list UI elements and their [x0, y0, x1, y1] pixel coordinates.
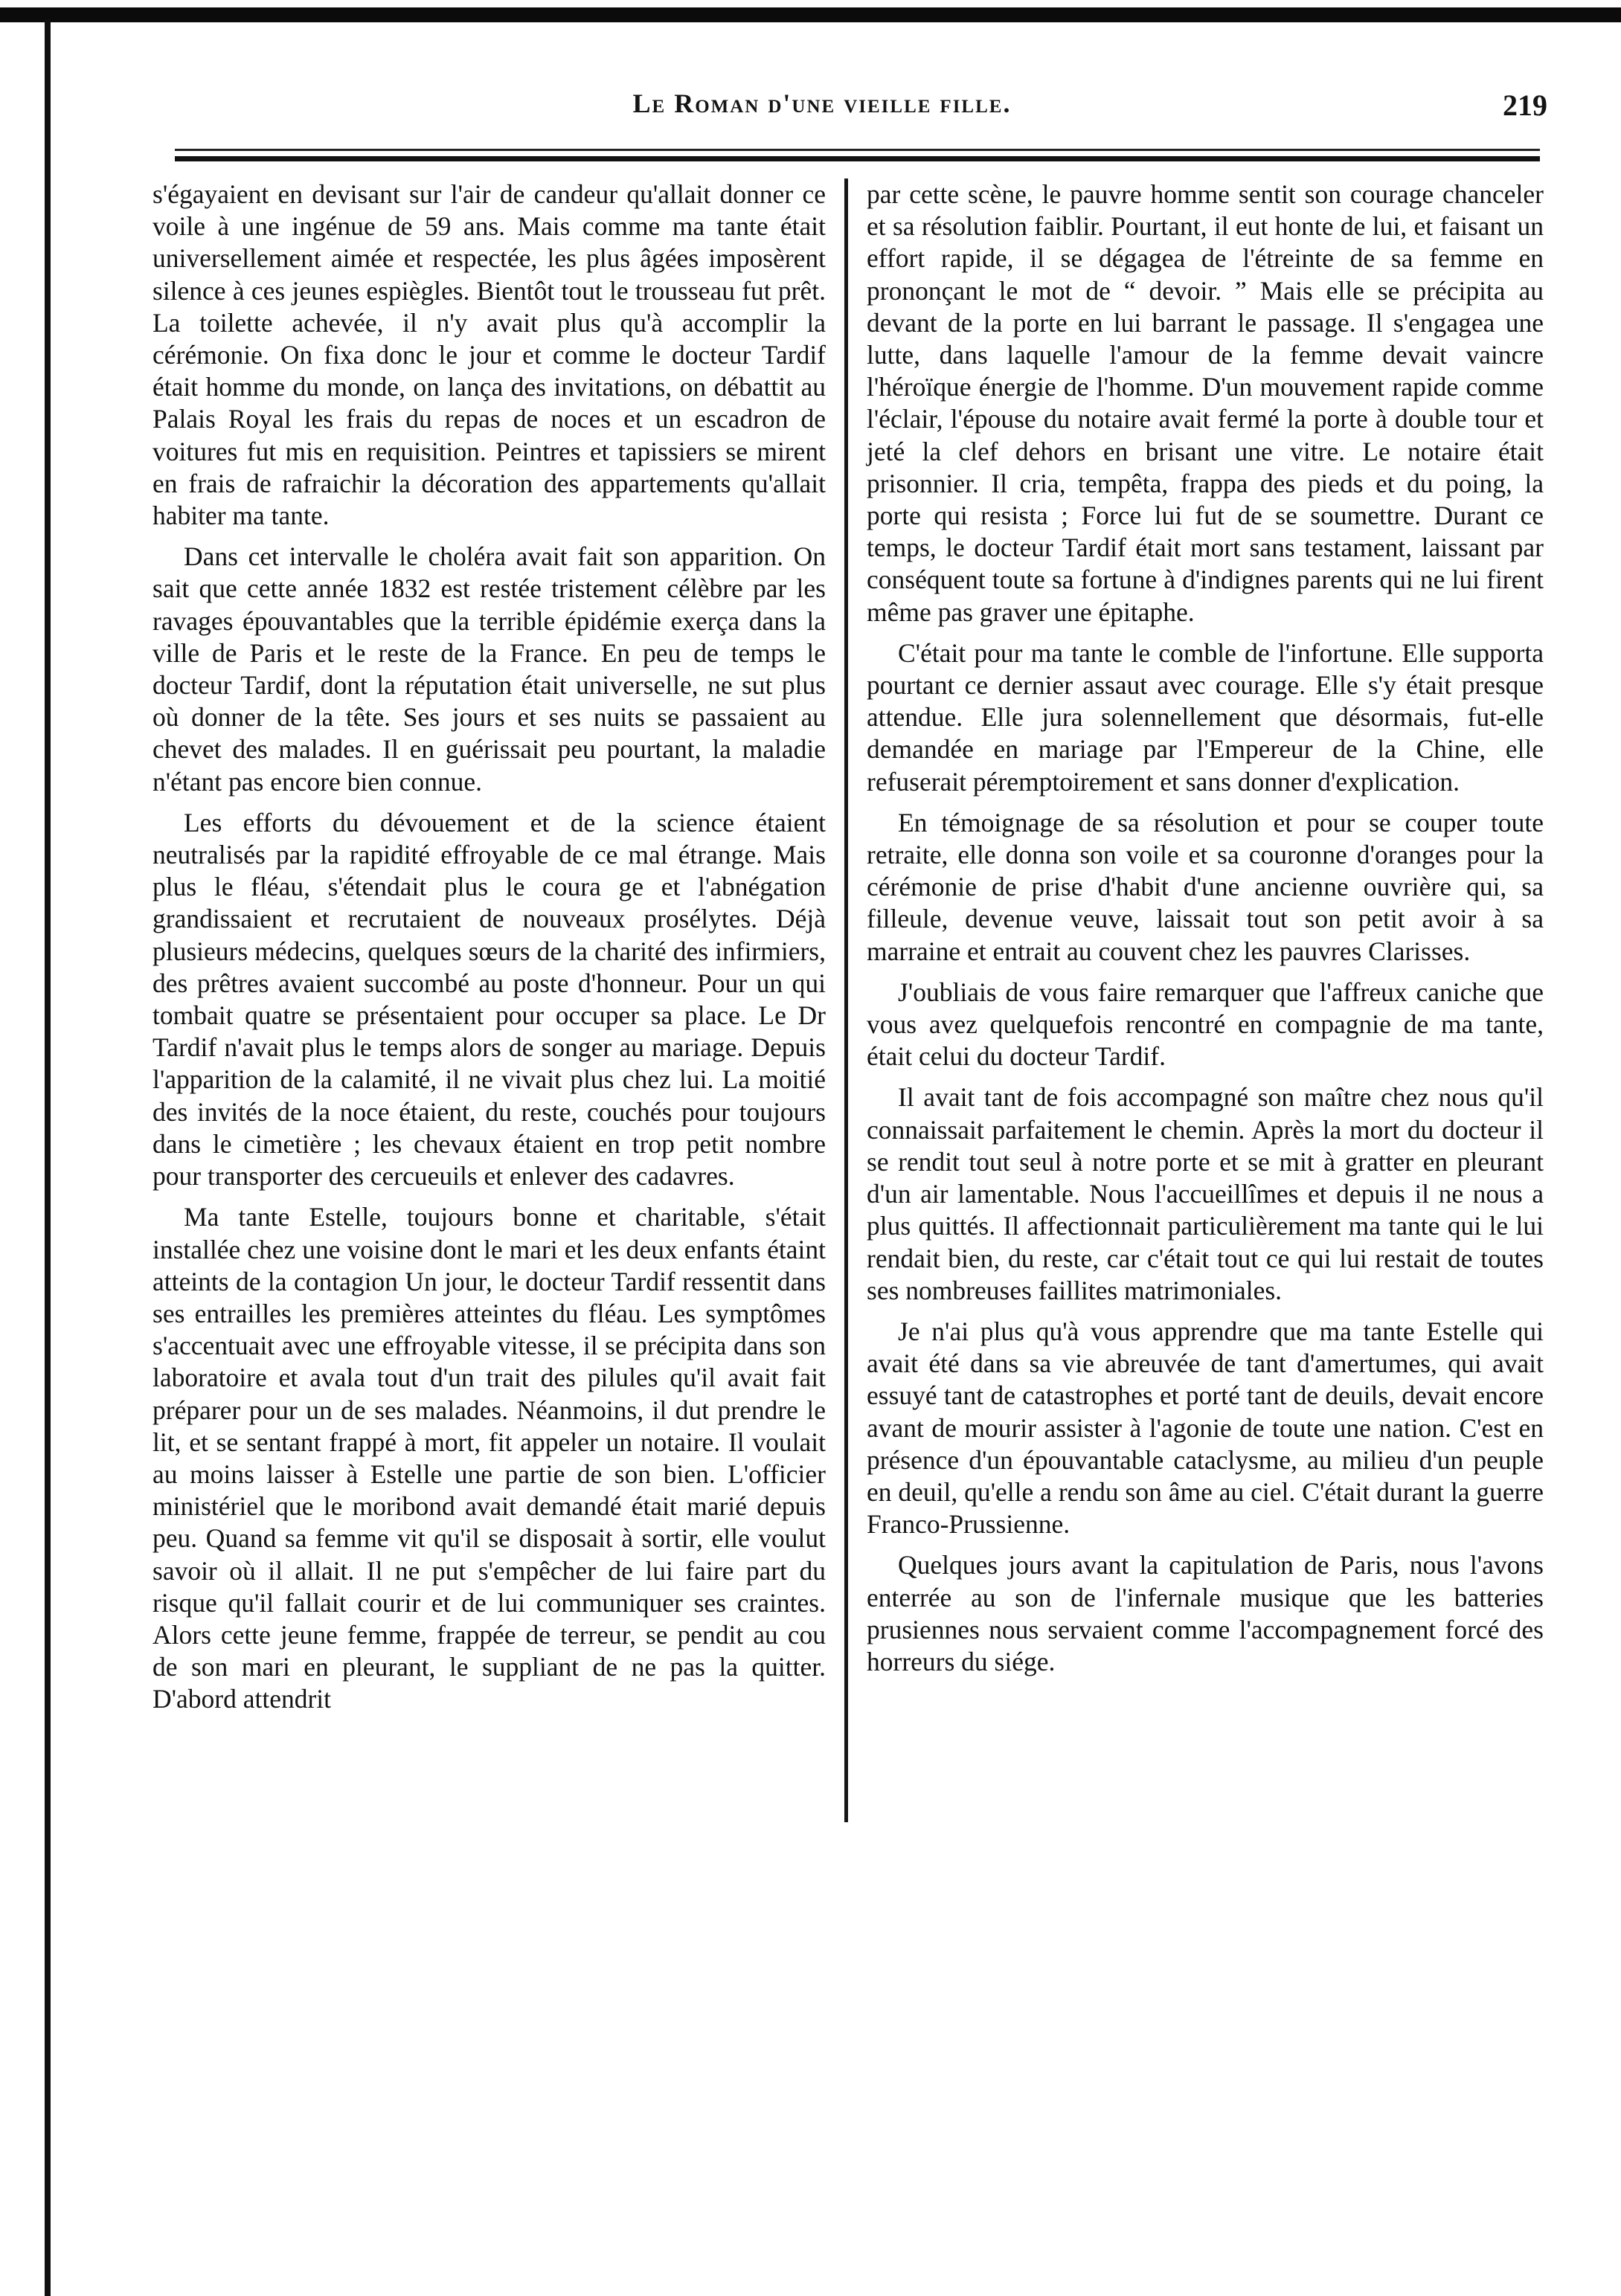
paragraph: C'était pour ma tante le comble de l'infortune. Elle supporta pourtant ce dernier assaut avec courage. Elle s'y était presque attendue. Elle jura solennellement que désormais, fut-elle demandée en mariage par l'Empereur de la Chine, elle refuserait péremptoirement et sans donner d'explication.: [867, 637, 1544, 797]
paragraph: Ma tante Estelle, toujours bonne et charitable, s'était installée chez une voisine dont le mari et les deux enfants étaint atteints de la contagion Un jour, le docteur Tardif ressentit dans ses entrailles les premières atteintes du fléau. Les symptômes s'accentuait avec une effroyable vitesse, il se précipita dans son laboratoire et avala tout d'un trait des pilules qu'il avait fait préparer pour un de ses malades. Néanmoins, il dut prendre le lit, et se sentant frappé à mort, fit appeler un notaire. Il voulait au moins laisser à Estelle une partie de son bien. L'officier ministériel que le moribond avait demandé était marié depuis peu. Quand sa femme vit qu'il se disposait à sortir, elle voulut savoir où il allait. Il ne put s'empêcher de lui faire part du risque qu'il fallait courir et de lui communiquer ses craintes. Alors cette jeune femme, frappée de terreur, se pendit au cou de son mari en pleurant, le suppliant de ne pas la quitter. D'abord attendrit: [153, 1202, 826, 1714]
page-header: [97, 88, 1547, 147]
paragraph: J'oubliais de vous faire remarquer que l'affreux caniche que vous avez quelquefois rencontré en compagnie de ma tante, était celui du docteur Tardif.: [867, 977, 1544, 1072]
top-border-rule: [0, 7, 1621, 22]
paragraph: Il avait tant de fois accompagné son maître chez nous qu'il connaissait parfaitement le chemin. Après la mort du docteur il se rendit tout seul à notre porte et se mit à gratter en pleurant d'un air lamentable. Nous l'accueillîmes et depuis il ne nous a plus quittés. Il affectionnait particulièrement ma tante qui le lui rendait bien, du reste, car c'était tout ce qui lui restait de toutes ses nombreuses faillites matrimoniales.: [867, 1082, 1544, 1305]
paragraph: Quelques jours avant la capitulation de Paris, nous l'avons enterrée au son de l'infernale musique que les batteries prusiennes nous servaient comme l'accompagnement forcé des horreurs du siége.: [867, 1550, 1544, 1676]
page-number: 219: [1503, 89, 1547, 122]
paragraph: s'égayaient en devisant sur l'air de candeur qu'allait donner ce voile à une ingénue de 59 ans. Mais comme ma tante était universellement aimée et respectée, les plus âgées imposèrent silence à ces jeunes espiègles. Bientôt tout le trousseau fut prêt. La toilette achevée, il n'y avait plus qu'à accomplir la cérémonie. On fixa donc le jour et comme le docteur Tardif était homme du monde, on lança des invitations, on débattit au Palais Royal les frais du repas de noces et un escadron de voitures fut mis en requisition. Peintres et tapissiers se mirent en frais de rafraichir la décoration des appartements qu'allait habiter ma tante.: [153, 179, 826, 531]
left-column: [153, 179, 826, 1725]
column-divider: [844, 179, 848, 1822]
header-rule-thin: [175, 149, 1540, 151]
paragraph: Je n'ai plus qu'à vous apprendre que ma tante Estelle qui avait été dans sa vie abreuvée de tant d'amertumes, qui avait essuyé tant de catastrophes et porté tant de deuils, devait encore avant de mourir assister à l'agonie de toute une nation. C'est en présence d'un épouvantable cataclysme, au milieu d'un peuple en deuil, qu'elle a rendu son âme au ciel. C'était durant la guerre Franco-Prussienne.: [867, 1316, 1544, 1540]
left-margin-rule: [45, 19, 51, 2296]
paragraph: En témoignage de sa résolution et pour se couper toute retraite, elle donna son voile et sa couronne d'oranges pour la cérémonie de prise d'habit d'une ancienne ouvrière qui, sa filleule, devenue veuve, laissait tout son petit avoir à sa marraine et entrait au couvent chez les pauvres Clarisses.: [867, 807, 1544, 966]
paragraph: par cette scène, le pauvre homme sentit son courage chanceler et sa résolution faiblir. Pourtant, il eut honte de lui, et faisant un effort rapide, il se dégagea de l'étreinte de sa femme en prononçant le mot de “ devoir. ” Mais elle se précipita au devant de la porte en lui barrant le passage. Il s'engagea une lutte, dans laquelle l'amour de la femme devait vaincre l'héroïque énergie de l'homme. D'un mouvement rapide comme l'éclair, l'épouse du notaire avait fermé la porte à double tour et jeté la clef dehors en brisant une vitre. Le notaire était prisonnier. Il cria, tempêta, frappa des pieds et du poing, la porte qui resista ; Force lui fut de se soumettre. Durant ce temps, le docteur Tardif était mort sans testament, laissant par conséquent toute sa fortune à d'indignes parents qui ne lui firent même pas graver une épitaphe.: [867, 179, 1544, 627]
right-column: [867, 179, 1544, 1687]
paragraph: Dans cet intervalle le choléra avait fait son apparition. On sait que cette année 1832 est restée tristement célèbre par les ravages épouvantables que la terrible épidémie exerça dans la ville de Paris et le reste de la France. En peu de temps le docteur Tardif, dont la réputation était universelle, ne sut plus où donner de la tête. Ses jours et ses nuits se passaient au chevet des malades. Il en guérissait peu pourtant, la maladie n'étant pas encore bien connue.: [153, 541, 826, 797]
header-rule-thick: [175, 156, 1540, 161]
paragraph: Les efforts du dévouement et de la science étaient neutralisés par la rapidité effroyable de ce mal étrange. Mais plus le fléau, s'étendait plus le coura ge et l'abnégation grandissaient et recrutaient de nouveaux prosélytes. Déjà plusieurs médecins, quelques sœurs de la charité des infirmiers, des prêtres avaient succombé au poste d'honneur. Pour un qui tombait quatre se présentaient pour occuper sa place. Le Dr Tardif n'avait plus le temps alors de songer au mariage. Depuis l'apparition de la calamité, il ne vivait plus chez lui. La moitié des invités de la noce étaient, du reste, couchés pour toujours dans le cimetière ; les chevaux étaient en trop petit nombre pour transporter des cercueuils et enlever des cadavres.: [153, 807, 826, 1192]
running-title: Le Roman d'une vieille fille.: [632, 89, 1012, 118]
